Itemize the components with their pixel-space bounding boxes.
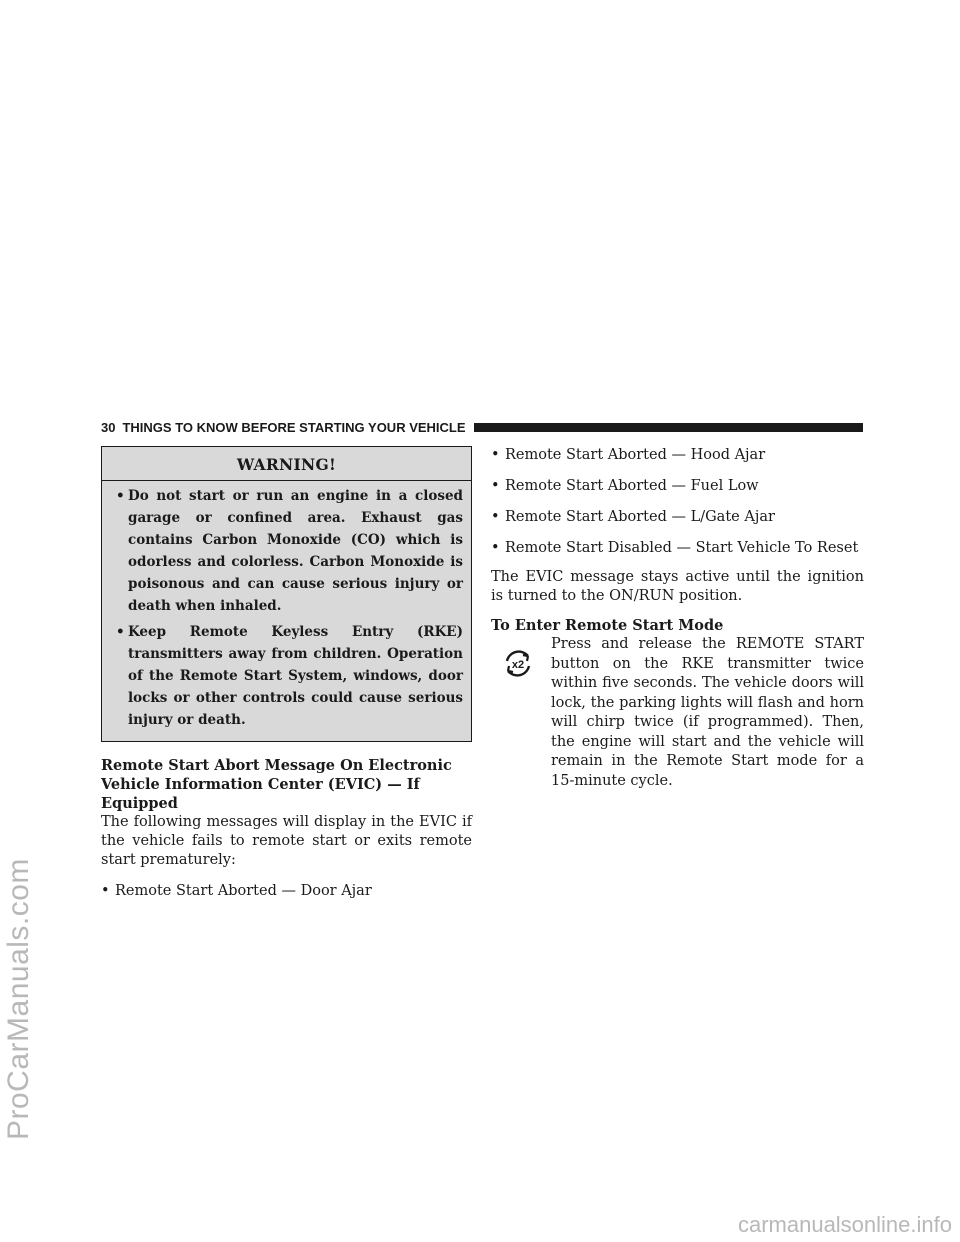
header-title: THINGS TO KNOW BEFORE STARTING YOUR VEHICLE [122,419,466,435]
abort-message: Remote Start Aborted — L/Gate Ajar [505,509,775,525]
remote-start-x2-icon [501,649,535,677]
remote-mode-text: Press and release the REMOTE START button on the RKE transmitter twice within five seconds. The vehicle doors will lock, the parking lights will flash and horn will chirp twice (if programmed). Then, the engine will start and the vehicle will remain in the Remote Start mode for a 15-minute cycle. [551,636,864,789]
abort-message: Remote Start Aborted — Fuel Low [505,478,759,494]
bullet-glyph: • [116,488,125,504]
bullet-glyph: • [491,447,500,463]
list-item [491,539,864,558]
bullet-glyph: • [101,883,110,899]
bullet-glyph: • [116,624,125,640]
evic-note: The EVIC message stays active until the ignition is turned to the ON/RUN position. [491,569,864,604]
abort-message: Remote Start Aborted — Hood Ajar [505,447,766,463]
right-column [491,446,864,791]
header-rule [474,423,863,432]
icon-label: x2 [511,659,525,671]
remote-mode-body [491,635,864,791]
warning-item [102,485,471,617]
bullet-glyph: • [491,509,500,525]
bullet-glyph: • [491,540,500,556]
abort-section-intro: The following messages will display in the EVIC if the vehicle fails to remote start or exits remote start prematurely: [101,814,472,868]
abort-message: Remote Start Aborted — Door Ajar [115,883,372,899]
side-watermark: ProCarManuals.com [2,858,35,1140]
warning-item-text: Do not start or run an engine in a closed garage or confined area. Exhaust gas contains Carbon Monoxide (CO) which is odorless and colorless. Carbon Monoxide is poisonous and can cause serious injury or death when inhaled. [128,488,463,614]
left-column [101,446,472,901]
list-item [491,477,864,496]
warning-item-text: Keep Remote Keyless Entry (RKE) transmitters away from children. Operation of the Remote Start System, windows, door locks or other controls could cause serious injury or death. [128,624,463,728]
running-header [101,418,863,436]
bullet-glyph: • [491,478,500,494]
warning-box [101,446,472,742]
warning-item [102,621,471,731]
list-item [491,508,864,527]
remote-mode-heading: To Enter Remote Start Mode [491,617,724,634]
abort-section-heading: Remote Start Abort Message On Electronic Vehicle Information Center (EVIC) — If Equipped [101,757,452,812]
page-number: 30 [101,419,116,435]
list-item [101,882,472,901]
list-item [491,446,864,465]
warning-title: WARNING! [102,447,471,481]
abort-message: Remote Start Disabled — Start Vehicle To Reset [505,540,859,556]
bottom-watermark: carmanualsonline.info [737,1212,952,1237]
